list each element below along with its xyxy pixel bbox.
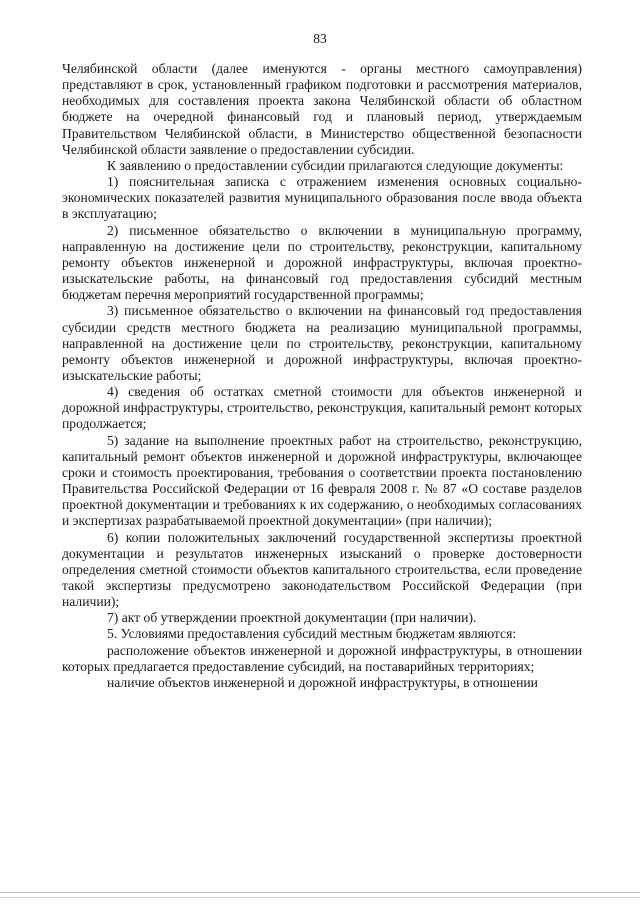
list-item: 7) акт об утверждении проектной документации (при наличии). <box>107 610 477 626</box>
page-number: 83 <box>313 31 327 46</box>
list-item: 4) сведения об остатках сметной стоимости для объектов инженерной и дорожной инфраструктуры, строительство, реконструкция, капитальный ремонт которых продолжается; <box>62 384 582 432</box>
list-item: 1) пояснительная записка с отражением изменения основных социально-экономических показателей развития муниципального образования после ввода объекта в эксплуатацию; <box>62 174 582 222</box>
paragraph: Челябинской области (далее именуются - органы местного самоуправления) представляют в срок, установленный графиком подготовки и рассмотрения материалов, необходимых для составления проекта закона Челябинской области об областном бюджете на очередной финансовый год и плановый период, утверждаемым Правительством Челябинской области, в Министерство общественной безопасности Челябинской области заявление о предоставлении субсидии. <box>62 61 582 157</box>
document-body <box>62 61 582 691</box>
paragraph: расположение объектов инженерной и дорожной инфраструктуры, в отношении которых предлагается предоставление субсидий, на поставарийных территориях; <box>62 642 582 674</box>
scan-edge-line <box>0 892 640 893</box>
paragraph: 5. Условиями предоставления субсидий местным бюджетам являются: <box>107 626 517 642</box>
list-item: 5) задание на выполнение проектных работ на строительство, реконструкцию, капитальный ремонт объектов инженерной и дорожной инфраструктуры, включающее сроки и стоимость проектирования, требования о соответствии проекта постановлению Правительства Российской Федерации от 16 февраля 2008 г. № 87 «О составе разделов проектной документации и требованиях к их содержанию, о необходимых согласованиях и экспертизах разрабатываемой проектной документации» (при наличии); <box>62 432 582 529</box>
paragraph: К заявлению о предоставлении субсидии прилагаются следующие документы: <box>107 157 564 173</box>
list-item: 3) письменное обязательство о включении на финансовый год предоставления субсидии средств местного бюджета на реализацию муниципальной программы, направленной на достижение цели по строительству, реконструкции, капитальному ремонту объектов инженерной и дорожной инфраструктуры, включая проектно-изыскательские работы; <box>62 303 582 383</box>
scan-edge-line <box>0 897 640 898</box>
paragraph: наличие объектов инженерной и дорожной инфраструктуры, в отношении <box>107 674 538 690</box>
list-item: 2) письменное обязательство о включении в муниципальную программу, направленную на достижение цели по строительству, реконструкции, капитальному ремонту объектов инженерной и дорожной инфраструктуры, включая проектно-изыскательские работы, на финансовый год предоставления субсидий местным бюджетам перечня мероприятий государственной программы; <box>62 222 582 303</box>
list-item: 6) копии положительных заключений государственной экспертизы проектной документации и результатов инженерных изысканий о проверке достоверности определения сметной стоимости объектов капитального строительства, если проведение такой экспертизы предусмотрено законодательством Российской Федерации (при наличии); <box>62 529 582 610</box>
